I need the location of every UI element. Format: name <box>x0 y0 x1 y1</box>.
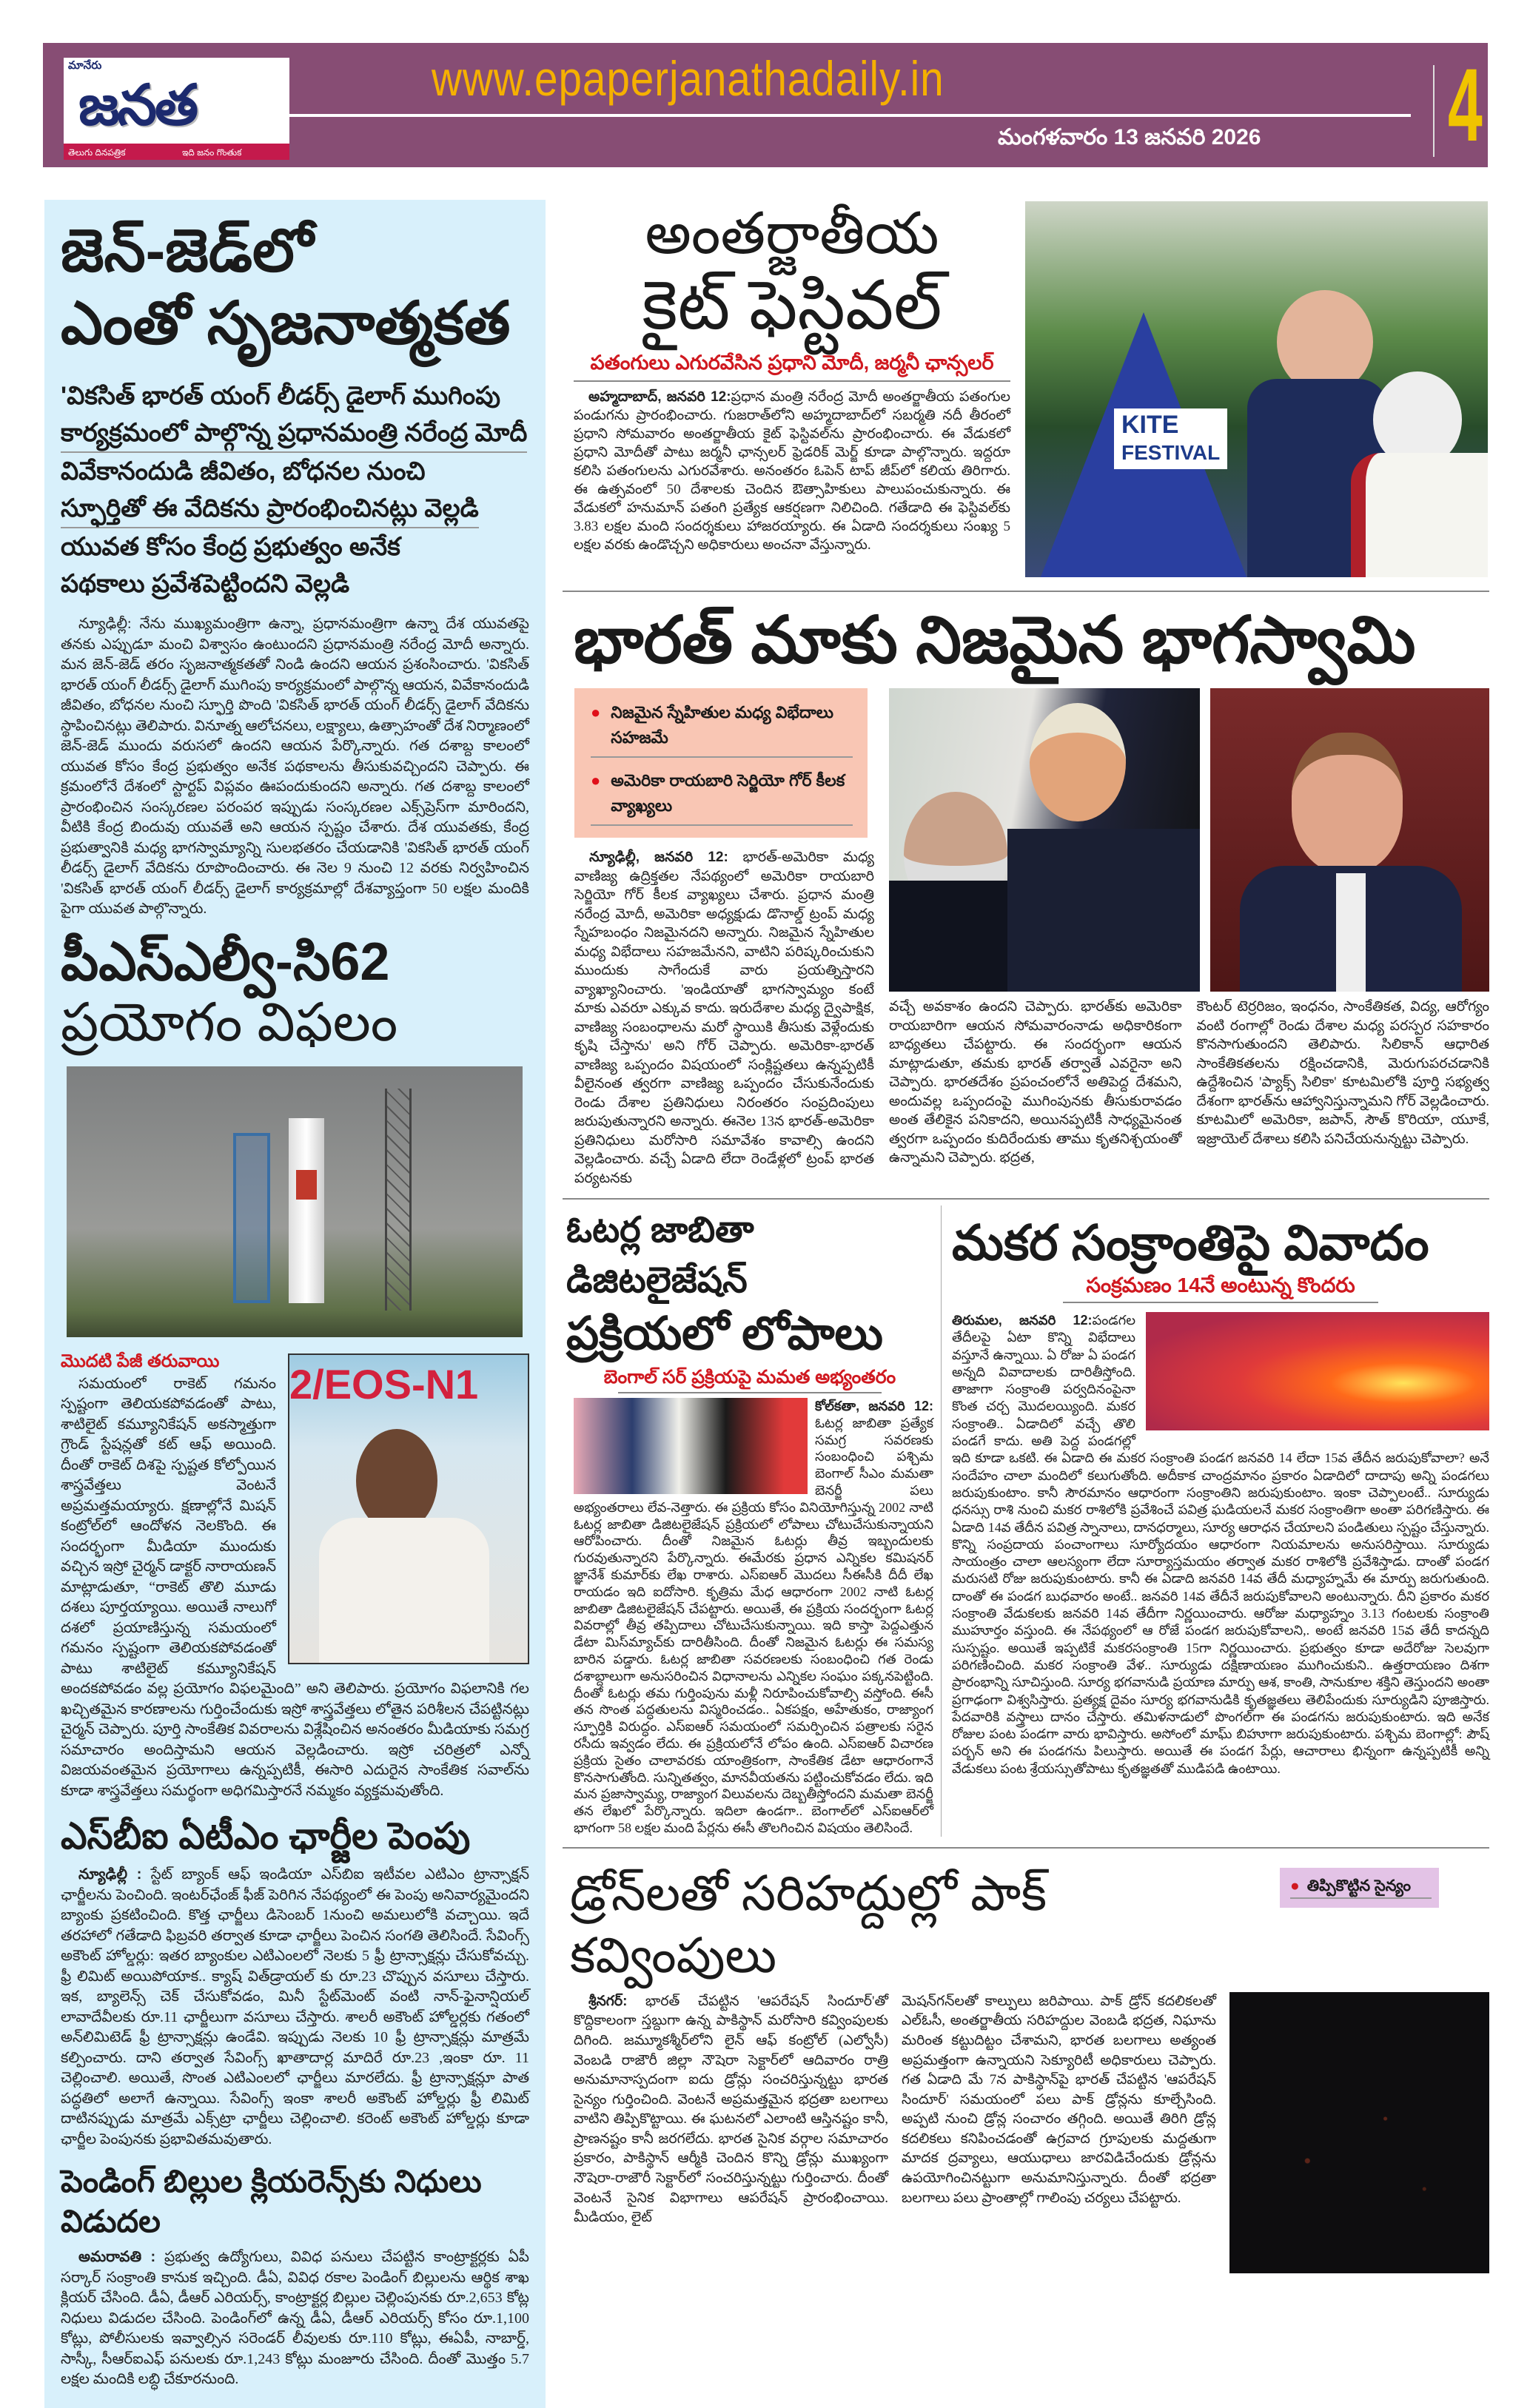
dateline: న్యూఢిల్లీ : <box>78 1866 142 1883</box>
headline-line-2: ప్రక్రియలో లోపాలు <box>566 1308 883 1359</box>
sbi-headline: ఎస్‌బీఐ ఏటీఎం ఛార్జీల పెంపు <box>61 1815 471 1857</box>
divider <box>618 1392 882 1393</box>
subheads <box>61 377 529 602</box>
voters-article <box>563 1205 942 1837</box>
divider <box>563 1847 1489 1849</box>
divider <box>563 591 1489 592</box>
subhead: పథకాలు ప్రవేశపెట్టిందని వెల్లడి <box>61 570 350 598</box>
dateline: శ్రీనగర్: <box>588 1993 628 2009</box>
night-drone-photo <box>1229 1992 1489 2273</box>
body-text: భారత్ చేపట్టిన 'ఆపరేషన్ సిందూర్'తో కొద్దికాలంగా స్తబ్దుగా ఉన్న పాకిస్థాన్ మరోసారి కవ్వింపులకు దిగింది. జమ్మూకశ్మీర్‌లోని లైన్ ఆఫ్ కంట్రోల్ (ఎల్వోసీ) వెంబడి రాజౌరీ జిల్లా నౌషెరా సెక్టార్‌లో ఆదివారం రాత్రి అనుమానాస్పదంగా ఐదు డ్రోన్లు సంచరిస్తున్నట్టు భారత సైన్యం గుర్తించింది. వెంటనే అప్రమత్తమైన భద్రతా బలగాలు వాటిని తిప్పికొట్టాయి. ఈ ఘటనలో ఎలాంటి ఆస్తినష్టం కానీ, ప్రాణనష్టం కానీ జరగలేదు. భారత సైనిక వర్గాల సమాచారం ప్రకారం, పాకిస్థాన్ ఆర్మీకి చెందిన కొన్ని డ్రోన్లు ముఖ్యంగా నౌషెరా-రాజౌరీ సెక్టార్‌లో సంచరిస్తున్నట్టు గుర్తించారు. దీంతో వెంటనే సైనిక విభాగాలు ఆపరేషన్ ప్రారంభించాయి. మీడియం, లైట్ <box>574 1993 889 2226</box>
headline-line-2: ఎంతో సృజనాత్మకత <box>61 290 511 356</box>
photo-banner-text: 2/EOS-N1 <box>289 1360 479 1408</box>
site-url[interactable]: www.epaperjanathadaily.in <box>432 51 944 106</box>
headline-line-1: పీఎస్ఎల్వీ-సి62 <box>61 932 390 992</box>
body-text: ప్రభుత్వ ఉద్యోగులు, వివిధ పనులు చేపట్టిన కాంట్రాక్టర్లకు ఏపీ సర్కార్ సంక్రాంతి కానుక ఇచ్చింది. డీఏ, వివిధ రకాల పెండింగ్ బిల్లులను ఆర్థిక శాఖ క్లియర్ చేసింది. డీఏ, డీఆర్ ఎరియర్స్, కాంట్రాక్టర్ల బిల్లుల చెల్లింపునకు రూ.2,653 కోట్ల నిధులు విడుదల చేసింది. పెండింగ్‌లో ఉన్న డీఏ, డీఆర్ ఎరియర్స్ కోసం రూ.1,100 కోట్లు, పోలీసులకు ఇవ్వాల్సిన సరెండర్ లీవులకు రూ.110 కోట్లు, ఈఏపీ, నాబార్డ్, సాస్కీ, సీఆర్ఐఎఫ్ పనులకు రూ.1,243 కోట్లు మంజూరు చేసింది. దీంతో మొత్తం 5.7 లక్షల మందికి లబ్ధి చేకూరనుంది. <box>61 2249 530 2387</box>
kite-article-body <box>574 388 1010 554</box>
body-text: భారత్-అమెరికా మధ్య వాణిజ్య ఉద్రిక్తతల నేపథ్యంలో అమెరికా రాయబారి సెర్జియో గోర్ కీలక వ్యాఖ్యలు చేశారు. ప్రధాన మంత్రి నరేంద్ర మోదీ, అమెరికా అధ్యక్షుడు డొనాల్డ్ ట్రంప్ మధ్య స్నేహబంధం నిజమైనదని అన్నారు. నిజమైన స్నేహితుల మధ్య విభేదాలు సహజమేనని, వాటిని పరిష్కరించుకుని ముందుకు సాగేందుకే వారు ప్రయత్నిస్తారని వ్యాఖ్యానించారు. 'ఇండియాతో భాగస్వామ్యం కంటే మాకు ఎవరూ ఎక్కువ కాదు. ఇరుదేశాల మధ్య ద్వైపాక్షిక, వాణిజ్య సంబంధాలను మరో స్థాయికి తీసుకు వెళ్లేందుకు కృషి చేస్తాను' అని గోర్ చెప్పారు. అమెరికా-భారత్ వాణిజ్య ఒప్పందం విషయంలో సంక్లిష్టతలు ఉన్నప్పటికీ వీలైనంత త్వరగా వాణిజ్య ఒప్పందం చేసుకునేందుకు రెండు దేశాల ప్రతినిధులు నిరంతరం సంప్రదింపులు జరుపుతున్నారని అన్నారు. ఈనెల 13న భారత్-అమెరికా ప్రతినిధులు మరోసారి సమావేశం కావాల్సి ఉందని వెల్లడించారు. వచ్చే ఏడాది లేదా రెండేళ్లలో ట్రంప్ భారత పర్యటనకు <box>574 850 875 1186</box>
continued-label: మొదటి పేజీ తరువాయి <box>61 1351 220 1371</box>
bharat-left <box>574 688 874 1188</box>
drones-highlight-box <box>1280 1868 1439 1908</box>
headline-line-2: ప్రయోగం విఫలం <box>61 992 398 1052</box>
rocket-launch-photo <box>67 1066 523 1337</box>
page-number: 4 <box>1448 47 1483 163</box>
issue-date: మంగళవారం 13 జనవరి 2026 <box>998 125 1261 149</box>
bills-headline: పెండింగ్ బిల్లుల క్లియరెన్స్‌కు నిధులు విడుదల <box>61 2164 482 2239</box>
headline-line-1: అంతర్జాతీయ <box>645 201 939 266</box>
sign-line: FESTIVAL <box>1121 441 1221 464</box>
drones-headline: డ్రోన్‌లతో సరిహద్దుల్లో పాక్ కవ్వింపులు <box>570 1865 1047 1982</box>
sergio-gor-photo <box>1210 688 1489 992</box>
sbi-article-body <box>61 1865 529 2150</box>
bonfire-photo <box>1146 1312 1489 1430</box>
bharat-columns <box>889 998 1489 1168</box>
genz-article <box>61 215 529 920</box>
dateline: అహ్మదాబాద్, జనవరి 12: <box>588 389 731 405</box>
voters-body-wrap: ఓటర్ల జాబితా ప్రత్యేక సమగ్ర సవరణకు సంబంధించి పశ్చిమ బెంగాల్ సీఎం మమతా బెనర్జీ పలు అభ్యంతరాలు లేవ- <box>574 1415 933 1515</box>
kite-text <box>574 201 1010 577</box>
sankranti-body-wrap: పండగల తేదీలపై ఏటా కొన్ని విభేదాలు వస్తూనే ఉన్నాయి. ఏ రోజు ఏ పండగ అన్నది వివాదాలకు దారితీస్తోంది. తాజాగా సంక్రాంతి పర్వదినంపైనా కొంత చర్చ మొదలయ్యింది. మకర సంక్రాంతి.. ఏడాదిలో వచ్చే తొలి పండగే కాదు. అతి పెద్ద పండగల్లో ఇది కూడా ఒకటి. ఈ ఏడాది ఈ మకర సంక్రాంతి <box>952 1313 1195 1466</box>
body-text: స్టేట్ బ్యాంక్ ఆఫ్ ఇండియా ఎస్‌బిఐ ఇటీవల ఎటిఎం ట్రాన్సాక్షన్ ఛార్జీలను పెంచింది. ఇంటర్‌ఛేంజ్ ఫీజ్ పెరిగిన నేపథ్యంలో ఈ పెంపు అనివార్యమైందని బ్యాంకు ప్రకటించింది. కొత్త ఛార్జీలు డిసెంబర్ 1నుంచి అమలులోకి వచ్చాయి. ఇదే తరహాలో గతేడాది ఫిబ్రవరి తర్వాత కూడా ఛార్జీలు పెంచిన సంగతి తెలిసిందే. సేవింగ్స్ అకౌంట్ హోల్డర్లు: ఇతర బ్యాంకుల ఎటిఎంలలో నెలకు 5 ఫ్రీ ట్రాన్సాక్షన్లు చేసుకోవచ్చు. ఫ్రీ లిమిట్ అయిపోయాక.. క్యాష్ విత్‌డ్రాయల్ కు రూ.23 చొప్పున వసూలు చేస్తారు. ఇక, బ్యాలెన్స్ చెక్ చేసుకోవడం, మినీ స్టేట్‌మెంట్ వంటి నాన్-ఫైనాన్షియల్ లావాదేవీలకు రూ.11 ఛార్జీలుగా వసూలు చేస్తారు. శాలరీ అకౌంట్ హోల్డర్లకు గతంలో అన్‌లిమిటెడ్ ఫ్రీ ట్రాన్సాక్షన్లు ఉండేవి. ఇప్పుడు నెలకు 10 ఫ్రీ ట్రాన్సాక్షన్లు మాత్రమే కల్పించారు. దాని తర్వాత సేవింగ్స్ ఖాతాదార్ల మాదిరే రూ.23 ,ఇంకా రూ. 11 చెల్లించాలి. అయితే, సొంత ఎటిఎంలలో ఛార్జీలు మారలేదు. ఫ్రీ ట్రాన్సాక్షన్లూ పాత పద్ధతిలో అలాగే ఉన్నాయి. సేవింగ్స్ ఇంకా శాలరీ అకౌంట్ హోల్డర్లు ఫ్రీ లిమిట్ దాటినప్పుడు మాత్రమే ఎక్స్‌ట్రా ఛార్జీలు చెల్లించాలి. కరెంట్ అకౌంట్ హోల్డర్లు కూడా ఛార్జీల పెంపునకు ప్రభావితమవుతారు. <box>61 1866 530 2148</box>
highlight-text: నిజమైన స్నేహితుల మధ్య విభేదాలు సహజమే <box>611 703 833 747</box>
dateline: అమరావతి : <box>78 2249 156 2265</box>
voters-subhead: బెంగాల్ సర్ ప్రక్రియపై మమత అభ్యంతరం <box>603 1367 896 1388</box>
drones-body-col-2: మెషన్‌గన్‌లతో కాల్పులు జరిపాయి. పాక్ డ్రోన్ కదలికలతో ఎల్ఓసీ, అంతర్జాతీయ సరిహద్దుల వెంబడి భద్రత, నిఘాను మరింత కట్టుదిట్టం చేశామని, భారత బలగాలు అత్యంత అప్రమత్తంగా ఉన్నాయని సెక్యూరిటీ అధికారులు చెప్పారు. గత ఏడాది మే 7న పాకిస్థాన్‌పై భారత్ చేపట్టిన 'ఆపరేషన్ సిందూర్' సమయంలో పలు పాక్ డ్రోన్లను కూల్చేసింది. అప్పటి నుంచి డ్రోన్ల సంచారం తగ్గింది. అయితే తిరిగి డ్రోన్ల కదలికలు కనిపించడంతో ఉగ్రవాద గ్రూపులకు మద్దతుగా మాదక ద్రవ్యాలు, ఆయుధాలు జారవిడిచేందుకు డ్రోన్లను ఉపయోగించినట్టుగా అనుమానిస్తున్నారు. దీంతో భద్రతా బలగాలు పలు ప్రాంతాల్లో గాలింపు చర్యలు చేపట్టారు. <box>902 1993 1216 2206</box>
masthead <box>43 43 1488 167</box>
bullet-icon: ● <box>1290 1877 1300 1894</box>
highlight-item <box>591 697 853 758</box>
sign-line: KITE <box>1121 411 1179 439</box>
logo-prefix: మానేరు <box>68 59 102 72</box>
subhead: కార్యక్రమంలో పాల్గొన్న ప్రధానమంత్రి నరేంద్ర మోదీ <box>61 414 527 453</box>
newspaper-logo[interactable] <box>64 58 289 160</box>
isro-chairman-photo <box>288 1353 529 1664</box>
highlight-item <box>591 765 853 826</box>
modi-trump-photo <box>889 688 1200 992</box>
dateline: తిరుమల, జనవరి 12: <box>952 1313 1093 1328</box>
divider <box>574 380 1010 382</box>
headline-line-2: కైట్ ఫెస్టివల్ <box>642 268 942 343</box>
bharat-body-col-2: వచ్చే అవకాశం ఉందని చెప్పారు. భారత్‌కు అమెరికా రాయబారిగా ఆయన సోమవారంనాడు అధికారికంగా బాధ్యతలు చేపట్టారు. ఈ సందర్భంగా ఆయన మాట్లాడుతూ, తమకు భారత్ తర్వాతే ఎవరైనా అని చెప్పారు. భారతదేశం ప్రపంచంలోనే అతిపెద్ద దేశమని, అందువల్ల ఒప్పందంపై ముగింపునకు తీసుకురావడం అంత తేలికైన పనికాదని, అయినప్పటికీ సాధ్యమైనంత త్వరగా ఒప్పందం కుదిరేందుకు తాము కృతనిశ్చయంతో ఉన్నామని చెప్పారు. భద్రత, <box>889 999 1182 1166</box>
highlight-text: అమెరికా రాయబారి సెర్జియో గోర్ కీలక వ్యాఖ్యలు <box>611 771 845 815</box>
bharat-highlights-box <box>574 688 868 838</box>
sankranti-headline: మకర సంక్రాంతిపై వివాదం <box>952 1215 1429 1270</box>
drones-body-col-1 <box>574 1992 888 2273</box>
sankranti-subhead: సంక్రమణం 14నే అంటున్న కొందరు <box>1086 1274 1355 1297</box>
bharat-body-col-3: కౌంటర్ టెర్రరిజం, ఇంధనం, సాంకేతికత, విద్య, ఆరోగ్యం వంటి రంగాల్లో రెండు దేశాల మధ్య పరస్పర సహకారం కొనసాగుతుందని తెలిపారు. సిలికాన్ ఆధారిత సాంకేతికతలను రక్షించడానికి, మెరుగుపరచడానికి ఉద్దేశించిన 'ప్యాక్స్ సిలికా' కూటమిలోకి పూర్తి సభ్యత్వ దేశంగా భారత్‌ను ఆహ్వానిస్తున్నామని గోర్ వెల్లడించారు. కూటమిలో అమెరికా, జపాన్, సౌత్ కొరియా, యూకే, ఇజ్రాయెల్ దేశాలు కలిసి పనిచేయనున్నట్టు చెప్పారు. <box>1196 999 1489 1147</box>
middle-row <box>563 1205 1489 1837</box>
bharat-right <box>889 688 1489 1188</box>
logo-tagline-left: తెలుగు దినపత్రిక <box>68 147 126 158</box>
kite-festival-photo <box>1025 201 1488 577</box>
left-column <box>44 200 546 2408</box>
mamata-photo <box>574 1398 808 1494</box>
sankranti-article <box>952 1205 1489 1837</box>
kite-headline <box>574 201 1010 346</box>
kite-article <box>563 200 1489 577</box>
subhead: స్ఫూర్తితో ఈ వేదికను ప్రారంభించినట్లు వెల్లడి <box>61 490 479 528</box>
bullet-icon: ● <box>591 703 601 722</box>
kite-sign <box>1114 408 1227 469</box>
bullet-icon: ● <box>591 771 601 790</box>
masthead-vertical-divider <box>1433 65 1435 157</box>
drones-header <box>563 1862 1489 1986</box>
drones-article <box>563 1992 1489 2273</box>
headline-line-1: జెన్-జెడ్‌లో <box>61 218 314 283</box>
article-body-wrap: సమయంలో రాకెట్ గమనం స్పష్టంగా తెలియకపోవడంతో పాటు, శాటిలైట్ కమ్యూనికేషన్ అకస్మాత్తుగా గ్రౌండ్ స్టేషన్లతో కట్ ఆఫ్ అయింది. దీంతో రాకెట్ దిశపై స్పష్టత కోల్పోయిన శాస్త్రవేత్తలు వెంటనే అప్రమత్తమయ్యారు. క్షణాల్లోనే మిషన్ కంట్రోల్‌లో ఆందోళన నెలకొంది. ఈ సందర్భంగా మీడియా ముందుకు వచ్చిన ఇస్రో చైర్మన్ డాక్టర్ నారాయణన్ మాట్లాడుతూ, “రాకెట్ తొలి మూడు దశలు పూర్తయ్యాయి. అయితే నాలుగో దశలో ప్రయాణిస్తున్న సమయంలో గమనం స్పష్టంగా <box>61 1375 276 1656</box>
bharat-headline: భారత్ మాకు నిజమైన భాగస్వామి <box>574 603 1416 676</box>
subhead: 'వికసిత్ భారత్ యంగ్ లీడర్స్ డైలాగ్ ముగింపు <box>61 382 501 410</box>
voters-headline <box>566 1205 933 1362</box>
sankranti-body-full: పండగ జనవరి 14 లేదా 15వ తేదీన జరుపుకోవాలా? అనే సందేహం చాలా మందిలో కలుగుతోంది. అదీకాక చాంద్రమానం ప్రకారం ఏడాదిలో దాదాపు అన్ని పండగలు జరుపుకుంటాం. కానీ సౌరమానం ఆధారంగా సంక్రాంతిని జరుపుకుంటాం. ఇంకా చెప్పాలంటే.. సూర్యుడు ధనస్సు రాశి నుంచి మకర రాశిలోకి ప్రవేశించే పవిత్ర ఘడియలనే మకర సంక్రాంతిగా అంతా పరిగణిస్తారు. ఈ ఏడాది 14వ తేదీన పవిత్ర స్నానాలు, దానధర్మాలు, సూర్య ఆరాధన చేయాలని పండితులు స్పష్టం చేస్తున్నారు. కొన్ని సంప్రదాయ పంచాంగాలు సూర్యోదయం ఆధారంగా నియమాలను అనుసరిస్తాయి. సూర్యుడు సాయంత్రం చాలా ఆలస్యంగా లేదా సూర్యాస్తమయం తర్వాత మకర రాశిలోకి ప్రవేశిస్తాడు. దాంతో పండగ మరుసటి రోజు జరుపుకుంటారు. కానీ ఈ ఏడాది జనవరి 14వ తేదీ మధ్యాహ్నమే ఈ మార్పు జరుగుతుంది. దాంతో ఈ పండగ బుధవారం అంటే.. జనవరి 14వ తేదీనే జరుపుకోవాలని అంటున్నారు. దీని ప్రకారం మకర సంక్రాంతి వేడుకలకు జనవరి 14వ తేదీగా నిర్ణయించారు. ఆరోజు మధ్యాహ్నం 3.13 గంటలకు సంక్రాంతి ముహూర్తం వస్తుంది. ఈ నేపథ్యంలో ఆ రోజే పండగ జరుపుకోవాలని,. అంటే జనవరి 15వ తేదీ కాదన్నది సుస్పష్టం. అయితే ఇప్పటికే మకరసంక్రాంతి 15గా నిర్ణయించారు. ప్రభుత్వం కూడా అదేరోజు సెలవుగా పరిగణించింది. మకర సంక్రాంతి వేళ.. సూర్యుడు దక్షిణాయణం ముగించుకుని.. ఉత్తరాయణం దిశగా ప్రారంభాన్ని సూచిస్తుంది. సూర్య భగవానుడి ప్రయాణ మార్పు ఆశ, కాంతి, సానుకూల శక్తిని తెస్తుందని అంతా ప్రగాఢంగా విశ్వసిస్తారు. ప్రత్యక్ష దైవం సూర్య భగవానుడికి కృతజ్ఞతలు తెలిపేందుకు సూర్యుడిని పూజిస్తారు. పేదవారికి వస్త్రాలు దానం చేస్తారు. తమిళనాడులో పొంగల్‌గా ఈ పండగను జరుపుకుంటారు. ఇది అనేక రోజుల పంట పండగా వారు భావిస్తారు. అసోంలో మాఘ్ బిహూగా జరుపుకుంటారు. పశ్చిమ బెంగాల్లో: పౌష్ పర్బన్ అని ఈ పండగను పిలుస్తారు. అయితే ఈ పండగ పేర్లు, ఆచారాలు భిన్నంగా ఉన్నప్పటికీ అన్ని వేడుకలు పంట శ్రేయస్సుతోపాటు కృతజ్ఞతతో ముడిపడి ఉంటాయి. <box>952 1450 1489 1776</box>
dateline: కోల్‌కతా, జనవరి 12: <box>815 1399 933 1413</box>
logo-tagline-right: ఇది జనం గొంతుక <box>182 147 242 158</box>
highlight-text: తిప్పికొట్టిన సైన్యం <box>1306 1877 1412 1894</box>
logo-name: జనత <box>78 74 197 137</box>
headline-line-1: ఓటర్ల జాబితా డిజిటలైజేషన్ <box>566 1211 754 1300</box>
divider <box>563 1198 1489 1200</box>
bharat-photos <box>889 688 1489 992</box>
divider <box>1063 1302 1378 1303</box>
pslv-continued <box>61 1351 529 1802</box>
masthead-divider <box>287 114 1411 117</box>
pslv-headline <box>61 932 529 1053</box>
article-body: న్యూఢిల్లీ: నేను ముఖ్యమంత్రిగా ఉన్నా, ప్రధానమంత్రిగా ఉన్నా దేశ యువతపై తనకు ఎప్పుడూ మంచి విశ్వాసం ఉంటుందని ప్రధానమంత్రి నరేంద్ర మోదీ అన్నారు. మన జెన్-జెడ్ తరం సృజనాత్మకతతో నిండి ఉందని ఆయన ప్రశంసించారు. 'వికసిత్ భారత్ యంగ్ లీడర్స్ డైలాగ్ ముగింపు కార్యక్రమంలో పాల్గొన్న ఆయన, వివేకానందుడి జీవితం, బోధనల నుంచి స్ఫూర్తి పొంది 'వికసిత్ భారత్ యంగ్ లీడర్స్ డైలాగ్ వేదికను స్థాపించినట్లు తెలిపారు. వినూత్న ఆలోచనలు, లక్ష్యాలు, ఉత్సాహంతో దేశ నిర్మాణంలో జెన్-జెడ్ ముందు వరుసలో ఉందని ఆయన పేర్కొన్నారు. గత దశాబ్ద కాలంలో యువత కోసం కేంద్ర ప్రభుత్వం అనేక పథకాలను తీసుకువచ్చిందని చెప్పారు. ఈ క్రమంలోనే దేశంలో స్టార్టప్ విప్లవం ఊపందుకుందని అన్నారు. గత దశాబ్ద కాలంలో ప్రారంభించిన సంస్కరణల పరంపర ఇప్పుడు సంస్కరణల ఎక్స్‌ప్రెస్‌గా మారిందని, వీటికి కేంద్ర బిందువు యువతే అని ఆయన స్పష్టం చేశారు. దేశ యువతకు, కేంద్ర ప్రభుత్వానికి మధ్య భాగస్వామ్యాన్ని సులభతరం చేయడానికి 'వికసిత్ భారత్ యంగ్ లీడర్స్ డైలాగ్ వేదికను రూపొందించారు. ఈ నెల 9 నుంచి 12 వరకు నిర్వహించిన 'వికసిత్ భారత్ యంగ్ లీడర్స్ డైలాగ్ కార్యక్రమాల్లో దేశవ్యాప్తంగా 50 లక్షల మందికి పైగా యువత పాల్గొన్నారు. <box>61 616 529 917</box>
right-area <box>563 200 1489 2273</box>
kite-subhead: పతంగులు ఎగురవేసిన ప్రధాని మోదీ, జర్మనీ ఛాన్సలర్ <box>590 352 994 374</box>
bharat-body-col-1 <box>574 848 874 1188</box>
bharat-article <box>563 688 1489 1188</box>
bills-article-body <box>61 2247 529 2390</box>
article-body-full: తెలియకపోవడంతో పాటు శాటిలైట్ కమ్యూనికేషన్ అందకపోవడం వల్ల ప్రయోగం విఫలమైంది” అని తెలిపారు. ప్రయోగం విఫలానికి గల ఖచ్చితమైన కారణాలను గుర్తించేందుకు ఇస్రో శాస్త్రవేత్తలు లోతైన పరిశీలన చేపట్టినట్లు చైర్మన్ చెప్పారు. పూర్తి సాంకేతిక వివరాలను విశ్లేషించిన అనంతరం మీడియాకు సమగ్ర సమాచారం అందిస్తామని ఆయన వెల్లడించారు. ఇస్రో చరిత్రలో ఎన్నో విజయవంతమైన ప్రయోగాలు ఉన్నప్పటికీ, ఈసారి ఎదురైన సాంకేతిక సవాల్‌ను కూడా శాస్త్రవేత్తలు సమర్థంగా అధిగమిస్తారనే నమ్మకం వ్యక్తమవుతోంది. <box>61 1640 529 1799</box>
subhead: యువత కోసం కేంద్ర ప్రభుత్వం అనేక <box>61 533 400 561</box>
voters-body-full: నెత్తారు. ఈ ప్రక్రియ కోసం వినియోగిస్తున్న 2002 నాటి ఓటర్ల జాబితా డిజిటలైజేషన్ ప్రక్రియలో లోపాలు చోటుచేసుకున్నాయని ఆరోపించారు. దీంతో నిజమైన ఓటర్లు తీవ్ర ఇబ్బందులకు గురవుతున్నారని పేర్కొన్నారు. ఈమేరకు ప్రధాన ఎన్నికల కమిషనర్ జ్ఞానేశ్ కుమార్‌కు లేఖ రాశారు. ఎస్ఐఆర్ మొదలు సీఈసీకి దీదీ లేఖ రాయడం ఇది ఐదోసారి. కృత్రిమ మేధ ఆధారంగా 2002 నాటి ఓటర్ల జాబితా డిజిటలైజేషన్ చేపట్టారు. అయితే, ఈ ప్రక్రియ సందర్భంగా ఓటర్ల వివరాల్లో తీవ్ర తప్పిదాలు చోటుచేసుకున్నాయి. ఇది కాస్తా పెద్దఎత్తున డేటా మిస్‌మ్యాచ్‌కు దారితీసింది. దీంతో నిజమైన ఓటర్లు ఈ సమస్య బారిన పడ్డారు. ఓటర్ల జాబితా సవరణలకు సంబంధించి గత రెండు దశాబ్దాలుగా అనుసరించిన విధానాలను ఎన్నికల సంఘం పక్కనపెట్టింది. దీంతో ఓటర్లు తమ గుర్తింపును మళ్లీ నిరూపించుకోవాల్సి వస్తోంది. ఈసీ తన సొంత పద్ధతులను విస్మరించడం.. ఏకపక్షం, అహేతుకం, రాజ్యాంగ స్ఫూర్తికి విరుద్ధం. ఎస్ఐఆర్ సమయంలో సమర్పించిన పత్రాలకు సరైన రసీదు ఇవ్వడం లేదు. ఈ ప్రక్రియలోనే లోపం ఉంది. ఎస్ఐఆర్ విచారణ ప్రక్రియ సైతం చాలావరకు యాంత్రికంగా, సాంకేతిక డేటా ఆధారంగానే కొనసాగుతోంది. సున్నితత్వం, మానవీయతను పట్టించుకోవడం లేదు. ఇది మన ప్రజాస్వామ్య, రాజ్యాంగ విలువలను దెబ్బతీస్తోందని మమతా బెనర్జీ తన లేఖలో పేర్కొన్నారు. ఇదిలా ఉండగా.. బెంగాల్‌లో ఎస్ఐఆర్‌లో భాగంగా 58 లక్షల మంది పేర్లను ఈసీ తొలగించిన విషయం తెలిసిందే. <box>574 1499 934 1835</box>
subhead: వివేకానందుడి జీవితం, బోధనల నుంచి <box>61 457 426 485</box>
body-text: ప్రధాన మంత్రి నరేంద్ర మోదీ అంతర్జాతీయ పతంగుల పండుగను ప్రారంభించారు. గుజరాత్‌లోని అహ్మదాబాద్‌లో సబర్మతి నదీ తీరంలో ప్రధాని సోమవారం అంతర్జాతీయ కైట్ ఫెస్టివల్‌ను ప్రారంభించారు. ఈ వేడుకలో ప్రధాని మోదీతో పాటు జర్మనీ ఛాన్సలర్ ఫ్రెడరిక్ మెర్జ్ కూడా పాల్గొన్నారు. ఇద్దరూ కలిసి పతంగులను ఎగురవేశారు. అనంతరం ఓపెన్ టాప్ జీప్‌లో కలియ తిరిగారు. ఈ ఉత్సవంలో 50 దేశాలకు చెందిన ఔత్సాహికులు పాలుపంచుకున్నారు. ఈ వేడుకలో హనుమాన్ పతంగి ప్రత్యేక ఆకర్షణగా నిలిచింది. గతేడాది ఈ ఫెస్టివల్‌కు 3.83 లక్షల మంది సందర్శకులు హాజరయ్యారు. ఈ ఏడాది సందర్శకులు సంఖ్య 5 లక్షల వరకు ఉండొచ్చని అధికారులు అంచనా వేస్తున్నారు. <box>574 389 1010 553</box>
highlight-item <box>1290 1875 1432 1899</box>
dateline: న్యూఢిల్లీ, జనవరి 12: <box>589 850 728 865</box>
